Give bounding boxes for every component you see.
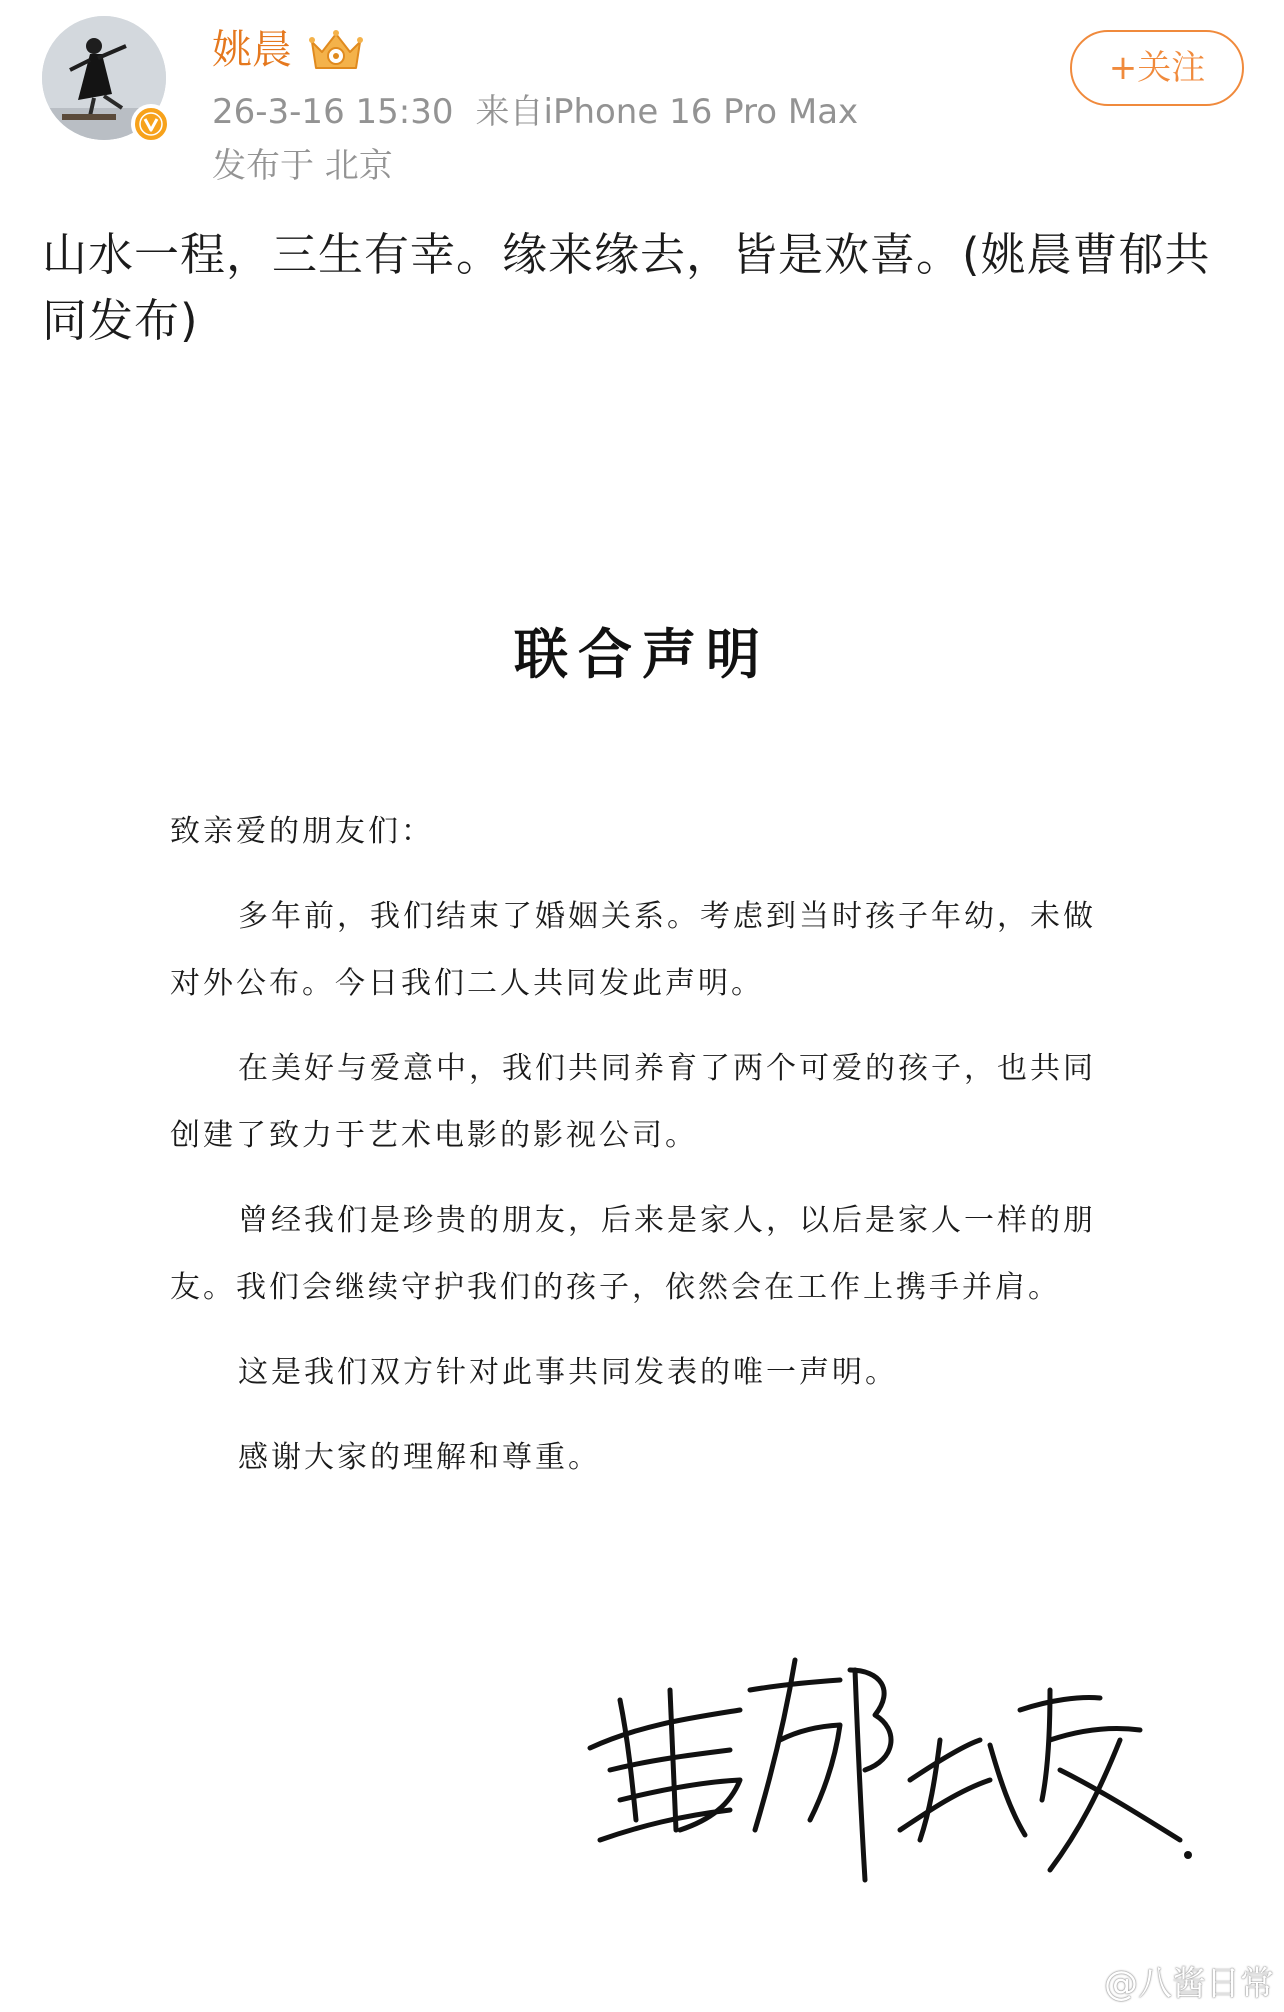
follow-button[interactable]: +关注 [1070, 30, 1244, 106]
statement-paragraph: 曾经我们是珍贵的朋友，后来是家人，以后是家人一样的朋友。我们会继续守护我们的孩子，依然会在工作上携手并肩。 [170, 1203, 1096, 1305]
weibo-watermark [1058, 1962, 1274, 2006]
post-header [0, 0, 1284, 200]
statement-body [170, 798, 1110, 1509]
statement-paragraph: 在美好与爱意中，我们共同养育了两个可爱的孩子，也共同创建了致力于艺术电影的影视公司。 [170, 1051, 1096, 1153]
verified-v-icon [131, 104, 171, 144]
statement-title: 联合声明 [514, 622, 770, 686]
post-timestamp: 26-3-16 15:30 [212, 92, 454, 132]
statement-greeting: 致亲爱的朋友们： [170, 814, 434, 849]
weibo-logo-icon [1058, 1970, 1098, 2002]
post-text: 山水一程，三生有幸。缘来缘去，皆是欢喜。(姚晨曹郁共同发布) [42, 228, 1211, 347]
post-source: 来自iPhone 16 Pro Max [475, 92, 859, 132]
statement-paragraph: 感谢大家的理解和尊重。 [238, 1440, 601, 1475]
post-meta [212, 90, 858, 134]
handwritten-signature [580, 1630, 1200, 1900]
statement-paragraph: 多年前，我们结束了婚姻关系。考虑到当时孩子年幼，未做对外公布。今日我们二人共同发此声明。 [170, 899, 1096, 1001]
vip-crown-icon[interactable] [308, 28, 364, 74]
watermark-text: @八酱日常 [1104, 1964, 1274, 2004]
post-location: 发布于 北京 [212, 146, 393, 186]
statement-image[interactable] [0, 360, 1284, 2012]
statement-paragraph: 这是我们双方针对此事共同发表的唯一声明。 [238, 1355, 898, 1390]
username[interactable]: 姚晨 [212, 27, 292, 73]
